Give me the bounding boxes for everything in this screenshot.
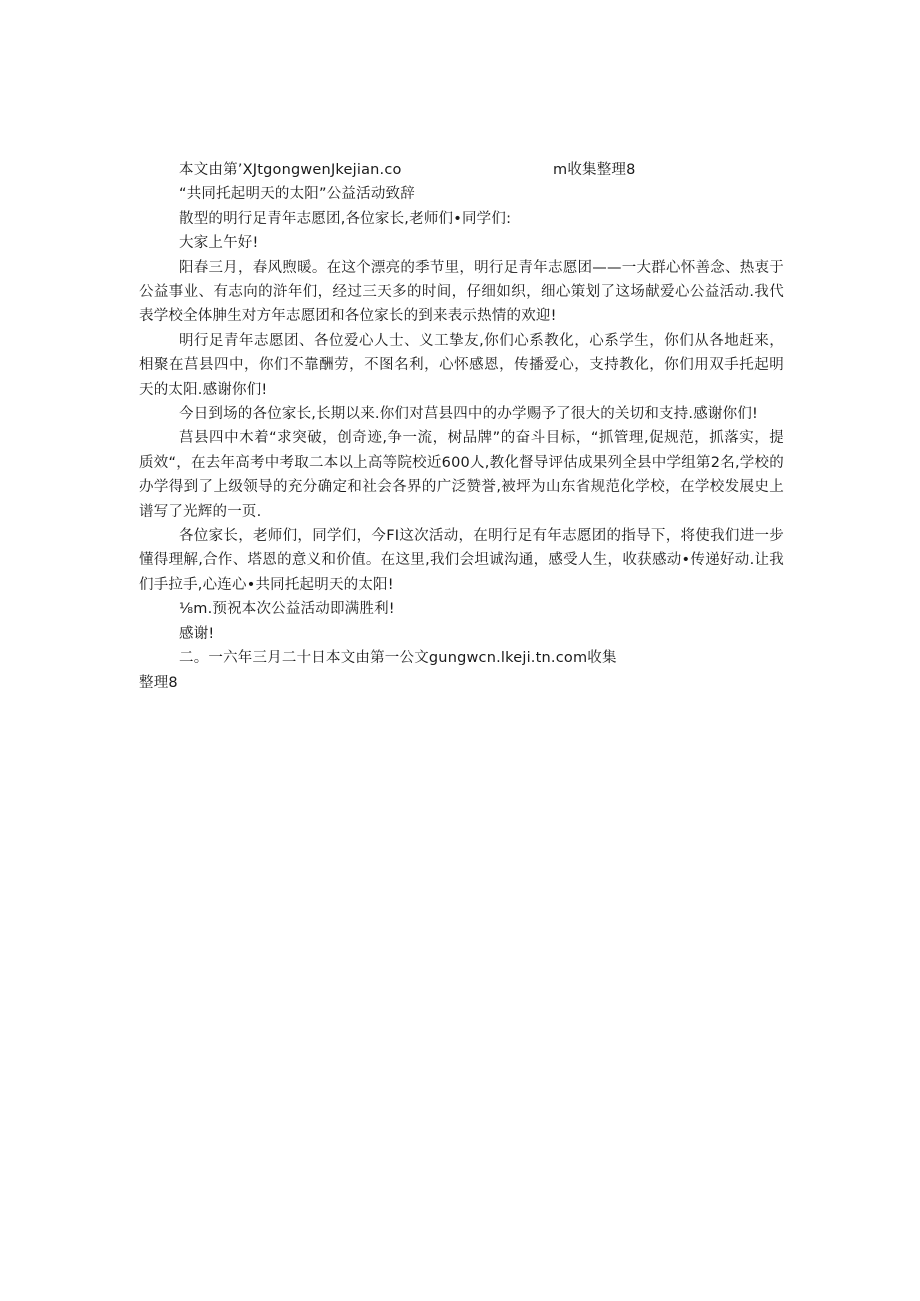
closing-thanks: 感谢! [179,625,215,642]
footer-source-end: 整理8 [139,674,178,691]
footer-date-source: 二。一六年三月二十日本文由第一公文gungwcn.lkeji.tn.com收集 [179,650,617,667]
source-header-right: m收集整理8 [553,162,636,178]
document-body [139,158,784,695]
paragraph-welcome: 阳春三月，春风煦暖。在这个漂亮的季节里，明行足青年志愿团——一大群心怀善念、热衷于公益事业、有志向的浒年们，经过三天多的时间，仔细如织，细心策划了这场献爱心公益活动.我代表学校全体胂生对方年志愿团和各位家长的到来表示热情的欢迎! [139,259,784,325]
closing-wish: ⅛m.预祝本次公益活动即满胜利! [179,601,395,618]
paragraph-school-achievements: 莒县四中木着“求突破，创奇迹,争一流，树品牌”的奋斗目标，“抓管理,促规范，抓落实，提质效“，在去年高考中考取二本以上高等院校近600人,教化督导评估成果列全县中学组第2名,学校的办学得到了上级领导的充分确定和社会各界的广泛赞誉,被坪为山东省规范化学校，在学校发展史上谱写了光辉的一页. [139,430,784,520]
source-header-left: 本文由第’XJtgongwenJkejian.co [179,162,402,178]
paragraph-activity: 各位家长，老师们，同学们，今FI这次活动，在明行足有年志愿团的指导下，将使我们进一步懂得理解,合作、塔恩的意义和价值。在这里,我们会坦诚沟通，感受人生，收获感动•传递好动.让我们手拉手,心连心•共同托起明天的太阳! [139,528,784,593]
source-header [139,158,784,182]
document-title: “共同托起明天的太阳”公益活动致辞 [179,186,415,203]
paragraph-volunteers: 明行足青年志愿团、各位爱心人士、义工挚友,你们心系教化，心系学生，你们从各地赶来，相聚在莒县四中，你们不靠酬劳，不图名利，心怀感恩，传播爱心，支持教化，你们用双手托起明天的太阳.感谢你们! [139,332,784,398]
paragraph-parents: 今日到场的各位家长,长期以来.你们对莒县四中的办学赐予了很大的关切和支持.感谢你们! [179,406,759,423]
salutation: 散型的明行足青年志愿团,各位家长,老师们•同学们: [179,210,512,227]
greeting: 大家上午好! [179,235,259,252]
